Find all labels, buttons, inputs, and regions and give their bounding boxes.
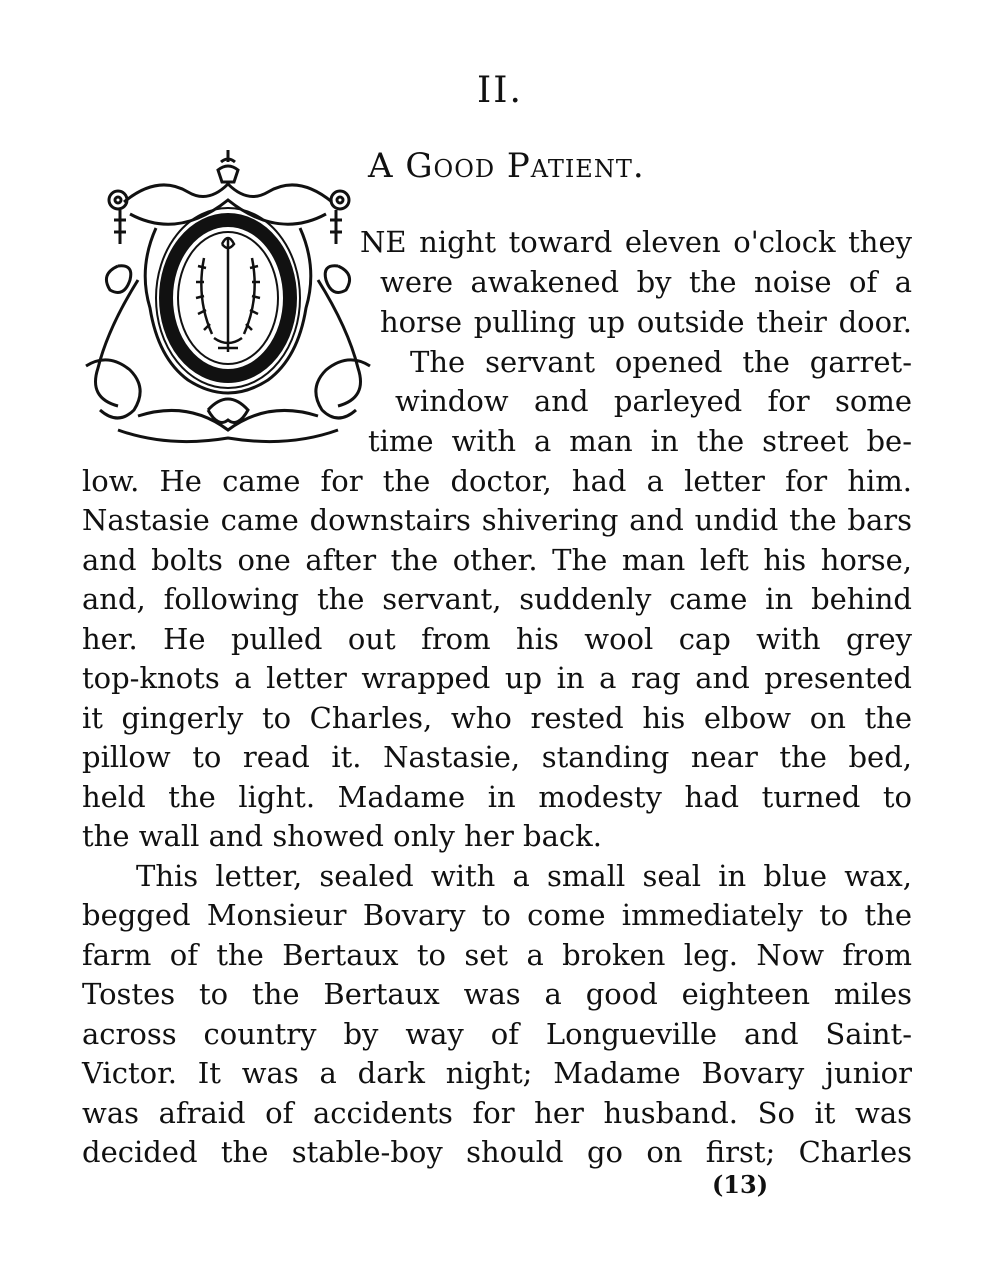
text-line: begged Monsieur Bovary to come immediately to the (82, 898, 912, 932)
text-line: top-knots a letter wrapped up in a rag and presented (82, 661, 912, 695)
text-line: and, following the servant, suddenly came in behind (82, 582, 912, 616)
text-line: was afraid of accidents for her husband. So it was (82, 1096, 912, 1130)
text-line: farm of the Bertaux to set a broken leg. Now from (82, 938, 912, 972)
text-line: time with a man in the street be- (368, 424, 912, 458)
text-line: Victor. It was a dark night; Madame Bovary junior (82, 1056, 912, 1090)
text-line: pillow to read it. Nastasie, standing near the bed, (82, 740, 912, 774)
chapter-number: II. (477, 70, 523, 111)
text-line: were awakened by the noise of a (380, 265, 912, 299)
text-line: horse pulling up outside their door. (380, 305, 912, 339)
text-line: low. He came for the doctor, had a letter for him. (82, 464, 912, 498)
text-line: her. He pulled out from his wool cap with grey (82, 622, 912, 656)
chapter-title: A Good Patient. (368, 146, 645, 186)
text-line: decided the stable-boy should go on first; Charles (82, 1135, 912, 1169)
text-line: the wall and showed only her back. (82, 819, 602, 853)
page-number: (13) (711, 1170, 769, 1199)
text-line: This letter, sealed with a small seal in blue wax, (136, 859, 912, 893)
text-line: Nastasie came downstairs shivering and undid the bars (82, 503, 912, 537)
text-line: NE night toward eleven o'clock they (360, 225, 912, 259)
text-line: held the light. Madame in modesty had turned to (82, 780, 912, 814)
text-line: and bolts one after the other. The man left his horse, (82, 543, 912, 577)
text-line: window and parleyed for some (395, 384, 912, 418)
text-line: across country by way of Longueville and Saint- (82, 1017, 912, 1051)
text-line: it gingerly to Charles, who rested his elbow on the (82, 701, 912, 735)
text-line: The servant opened the garret- (410, 345, 912, 379)
ornamental-initial-o-icon (78, 148, 378, 448)
text-line: Tostes to the Bertaux was a good eighteen miles (82, 977, 912, 1011)
